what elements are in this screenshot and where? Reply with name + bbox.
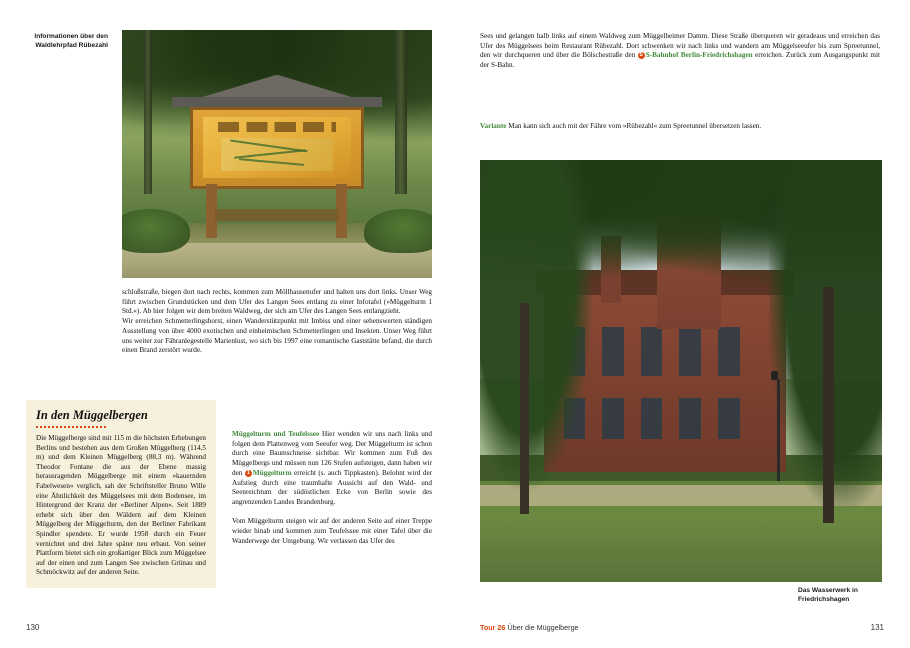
variant-text xyxy=(480,122,880,132)
photo-window xyxy=(718,398,740,439)
info-box-title: In den Müggelbergen xyxy=(36,408,148,422)
photo-window xyxy=(602,398,624,439)
info-box-divider xyxy=(36,426,106,428)
photo-window xyxy=(602,327,624,375)
photo-tree-trunk-left xyxy=(144,30,152,194)
photo-lamp-post xyxy=(777,379,780,480)
info-board-photo xyxy=(122,30,432,278)
paragraph: Wir erreichen Schmetterlingshorst, einen Wanderstützpunkt mit Imbiss und einer sehenswerten ständigen Ausstellung von über 4000 exotischen und einheimischen Schmetterlingen und Insekten. Unser Weg führt uns weiter zur Fähranlegestelle Marienlust, wo sich bis 1997 eine romantische Gaststätte befand, die durch einen Brand zerstört wurde. xyxy=(122,317,432,355)
paragraph-text: erreicht (s. auch Tippkasten). Belohnt wird der Aufstieg durch eine traumhafte Aussicht auf den Wald- und Seenreichtum der südöstlichen Ecke von Berlin sowie des angrenzenden Landes Brandenburg. xyxy=(232,468,433,506)
photo-window xyxy=(679,327,701,375)
photo-bench xyxy=(215,209,339,221)
photo-map-route-2 xyxy=(234,149,305,158)
photo-board-heading-lines xyxy=(218,122,336,132)
tour-footer xyxy=(480,623,579,632)
photo-window xyxy=(641,398,663,439)
paragraph-text: Sees und gelangen halb links auf einem Waldweg zum Müggelheimer Damm. Diese Straße überqueren wir geradeaus und erreichen das Ufer des Müggelsees beim Restaurant Rübezahl. Dort schwenken wir nach links und wandern am Müggelseeufer bis zum Spreetunnel, den wir durchqueren und über die Bölschestraße den xyxy=(480,32,880,60)
photo-trunk-left xyxy=(520,303,529,514)
station-label: S-Bahnhof Berlin-Friedrichshagen xyxy=(645,51,753,60)
photo-tree-trunk-right xyxy=(395,30,407,194)
photo-tree-left xyxy=(480,160,593,489)
paragraph-text: Man kann sich auch mit der Fähre vom »Rübezahl« zum Spreetunnel übersetzen lassen. xyxy=(508,122,762,130)
info-box-body: Die Müggelberge sind mit 115 m die höchsten Erhebungen Berlins und bestehen aus dem Großen Müggelberg (114,5 m) und dem Kleinen Müggelberg (88,3 m). Während Theodor Fontane die aus der Ebene massig herausragenden Müggelberge mit einem »kauernden Fabelwesen« verglich, sah der Schriftsteller Bruno Wille eine Ähnlichkeit des Müggelsees mit dem Bodensee, im Hintergrund der Kranz der »Berliner Alpen«. Seit 1889 erhebt sich über den Wäldern auf dem Kleinen Müggelberg der Müggelturm, den der Berliner Fabrikant Spindler spendete. Er wurde 1958 durch ein Feuer vernichtet und drei Jahre später neu erbaut. Von seiner Plattform bietet sich ein großartiger Blick zum Müggelsee auf der einen und zum Langen See zwischen Grünau und Schmöckwitz auf der anderen Seite. xyxy=(36,434,206,577)
tour-number: Tour 26 xyxy=(480,623,506,632)
photo-shrub-right xyxy=(364,209,432,254)
photo-board-map xyxy=(221,138,333,171)
photo-board-panel xyxy=(203,117,350,178)
right-intro-text xyxy=(480,32,880,71)
paragraph-text: erreichen. Zurück zum Ausgangspunkt mit der S-Bahn. xyxy=(480,51,881,70)
photo-information-board xyxy=(190,107,364,189)
paragraph: Vom Müggelturm steigen wir auf der anderen Seite auf einer Treppe wieder hinab und kommen zum Teufelssee mit einer Tafel über die Wanderwege der Umgebung. Wir verlassen das Ufer des xyxy=(232,517,432,545)
paragraph-text: Hier wenden wir uns nach links und folgen dem Plattenweg vom Seeufer weg. Der Müggelturm ist schon durch eine Baumschneise sichtbar. Wir kommen zum Fuß des Müggelbergs und müssen nun 126 Stufen aufsteigen, dann haben wir den xyxy=(232,430,433,477)
left-intro-text xyxy=(122,288,432,356)
section-heading-muggelturm: Müggelturm und Teufelssee xyxy=(232,430,320,438)
waterworks-photo xyxy=(480,160,882,582)
route-marker-label: Müggelturm xyxy=(252,468,292,477)
photo-lamp-head xyxy=(771,371,778,380)
route-marker-icon: 1 xyxy=(245,470,252,477)
right-page xyxy=(455,0,910,648)
paragraph: schloßstraße, biegen dort nach rechts, kommen zum Möllhausenufer und halten uns dort links. Unser Weg führt zwischen Grundstücken und dem Ufer des Langen Sees entlang zu einer Infotafel (»Müggelturm 1 Std.«). Ab hier folgen wir dem breiten Waldweg, der sich am Ufer des Langen Sees entlangzieht. xyxy=(122,288,432,316)
paragraph xyxy=(480,32,880,71)
page-number-left: 130 xyxy=(26,623,40,632)
margin-note-waldlehrpfad: Informationen über den Waldlehrpfad Rübezahl xyxy=(34,33,108,49)
page-number-right: 131 xyxy=(870,623,884,632)
photo-window xyxy=(718,327,740,375)
photo-map-route-3 xyxy=(239,158,304,165)
photo-trunk-right xyxy=(823,287,834,523)
tour-title: Über die Müggelberge xyxy=(507,623,579,632)
paragraph-with-heading xyxy=(232,430,432,508)
variant-heading: Variante xyxy=(480,122,507,130)
paragraph xyxy=(480,122,880,132)
photo-caption-waterworks: Das Wasserwerk in Friedrichshagen xyxy=(798,587,858,603)
photo-window xyxy=(679,398,701,439)
left-column-text xyxy=(232,430,432,546)
s-bahn-marker-icon: S xyxy=(639,52,643,59)
photo-board-roof-edge xyxy=(172,97,383,107)
photo-window xyxy=(641,327,663,375)
info-box-muggelberge xyxy=(26,400,216,588)
